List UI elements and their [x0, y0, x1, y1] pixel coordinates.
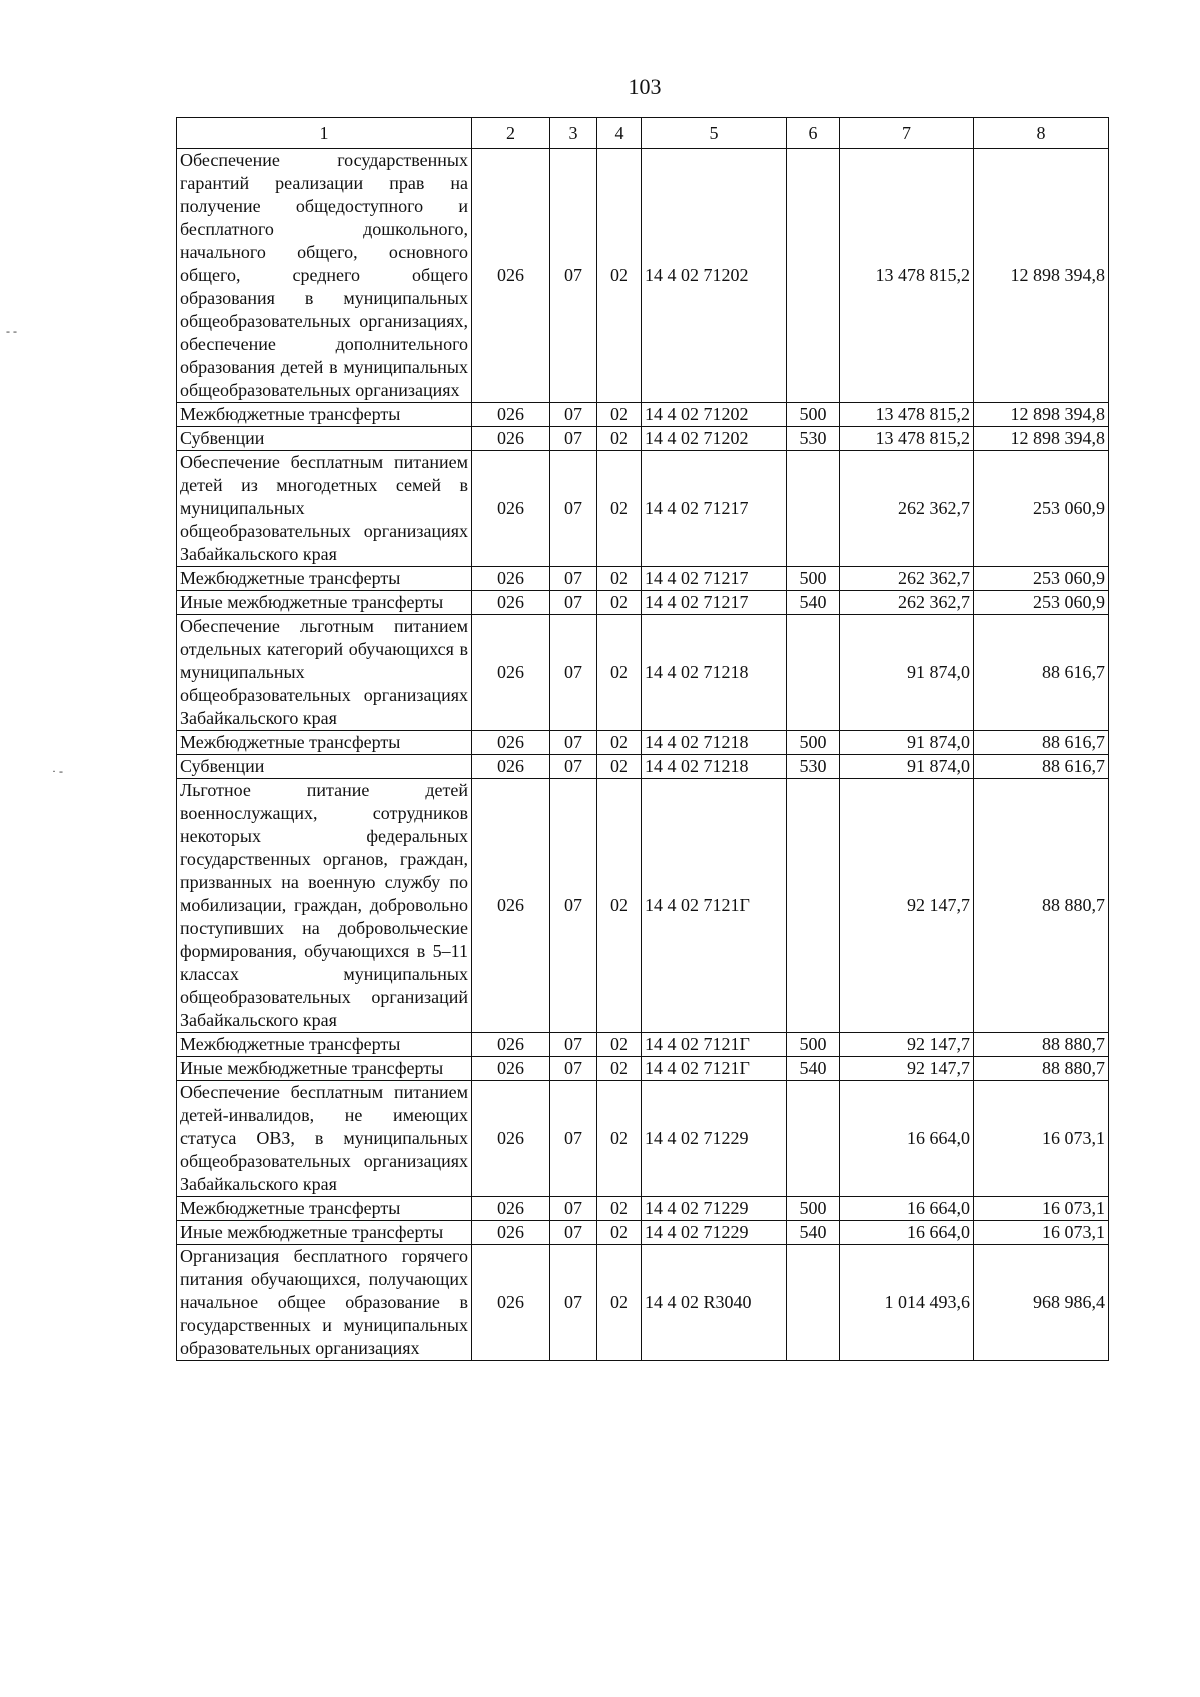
target-article-code: 14 4 02 R3040	[642, 1245, 787, 1361]
scan-artifact-mark: - -	[6, 324, 17, 338]
table-row	[177, 403, 1109, 427]
target-article-code: 14 4 02 7121Г	[642, 779, 787, 1033]
target-article-code: 14 4 02 7121Г	[642, 1057, 787, 1081]
row-description: Субвенции	[177, 755, 472, 779]
amount-year-2: 12 898 394,8	[974, 427, 1109, 451]
section-code: 07	[550, 1033, 597, 1057]
section-code: 07	[550, 427, 597, 451]
table-row	[177, 591, 1109, 615]
row-description: Льготное питание детей военнослужащих, сотрудников некоторых федеральных государственных органов, граждан, призванных на военную службу по мобилизации, граждан, добровольно поступивших на добровольческие формирования, обучающихся в 5–11 классах муниципальных общеобразовательных организаций Забайкальского края	[177, 779, 472, 1033]
target-article-code: 14 4 02 71229	[642, 1221, 787, 1245]
column-header: 1	[177, 118, 472, 149]
section-code: 07	[550, 591, 597, 615]
amount-year-1: 16 664,0	[840, 1081, 974, 1197]
row-description: Иные межбюджетные трансферты	[177, 1221, 472, 1245]
expense-type-code: 540	[787, 591, 840, 615]
subsection-code: 02	[597, 731, 642, 755]
table-row	[177, 731, 1109, 755]
section-code: 07	[550, 755, 597, 779]
target-article-code: 14 4 02 71202	[642, 427, 787, 451]
column-header: 2	[472, 118, 550, 149]
expense-type-code	[787, 779, 840, 1033]
ministry-code: 026	[472, 149, 550, 403]
expense-type-code	[787, 451, 840, 567]
amount-year-1: 1 014 493,6	[840, 1245, 974, 1361]
row-description: Иные межбюджетные трансферты	[177, 591, 472, 615]
table-row	[177, 1245, 1109, 1361]
amount-year-2: 16 073,1	[974, 1221, 1109, 1245]
table-header-row	[177, 118, 1109, 149]
row-description: Организация бесплатного горячего питания обучающихся, получающих начальное общее образование в государственных и муниципальных образовательных организациях	[177, 1245, 472, 1361]
expense-type-code: 500	[787, 567, 840, 591]
row-description: Межбюджетные трансферты	[177, 731, 472, 755]
amount-year-1: 91 874,0	[840, 615, 974, 731]
table-row	[177, 567, 1109, 591]
subsection-code: 02	[597, 149, 642, 403]
target-article-code: 14 4 02 71218	[642, 755, 787, 779]
amount-year-2: 12 898 394,8	[974, 149, 1109, 403]
target-article-code: 14 4 02 71217	[642, 567, 787, 591]
table-body	[177, 149, 1109, 1361]
amount-year-1: 262 362,7	[840, 451, 974, 567]
subsection-code: 02	[597, 567, 642, 591]
amount-year-2: 968 986,4	[974, 1245, 1109, 1361]
expense-type-code: 540	[787, 1221, 840, 1245]
amount-year-2: 253 060,9	[974, 591, 1109, 615]
column-header: 7	[840, 118, 974, 149]
expense-type-code	[787, 149, 840, 403]
table-row	[177, 427, 1109, 451]
expense-type-code	[787, 1081, 840, 1197]
subsection-code: 02	[597, 591, 642, 615]
section-code: 07	[550, 1245, 597, 1361]
amount-year-1: 91 874,0	[840, 755, 974, 779]
target-article-code: 14 4 02 7121Г	[642, 1033, 787, 1057]
ministry-code: 026	[472, 567, 550, 591]
subsection-code: 02	[597, 755, 642, 779]
amount-year-1: 92 147,7	[840, 779, 974, 1033]
expense-type-code	[787, 615, 840, 731]
subsection-code: 02	[597, 451, 642, 567]
column-header: 4	[597, 118, 642, 149]
amount-year-2: 12 898 394,8	[974, 403, 1109, 427]
column-header: 8	[974, 118, 1109, 149]
ministry-code: 026	[472, 1057, 550, 1081]
ministry-code: 026	[472, 1245, 550, 1361]
table-row	[177, 755, 1109, 779]
subsection-code: 02	[597, 1057, 642, 1081]
section-code: 07	[550, 1197, 597, 1221]
expense-type-code: 500	[787, 403, 840, 427]
amount-year-1: 92 147,7	[840, 1033, 974, 1057]
table-row	[177, 1221, 1109, 1245]
expense-type-code: 530	[787, 427, 840, 451]
ministry-code: 026	[472, 615, 550, 731]
section-code: 07	[550, 567, 597, 591]
ministry-code: 026	[472, 427, 550, 451]
amount-year-1: 92 147,7	[840, 1057, 974, 1081]
ministry-code: 026	[472, 779, 550, 1033]
target-article-code: 14 4 02 71218	[642, 731, 787, 755]
expense-type-code: 540	[787, 1057, 840, 1081]
amount-year-2: 253 060,9	[974, 567, 1109, 591]
expense-type-code: 500	[787, 731, 840, 755]
expense-type-code	[787, 1245, 840, 1361]
table-row	[177, 1033, 1109, 1057]
section-code: 07	[550, 1221, 597, 1245]
row-description: Межбюджетные трансферты	[177, 567, 472, 591]
row-description: Обеспечение государственных гарантий реализации прав на получение общедоступного и бесплатного дошкольного, начального общего, основного общего, среднего общего образования в муниципальных общеобразовательных организациях, обеспечение дополнительного образования детей в муниципальных общеобразовательных организациях	[177, 149, 472, 403]
subsection-code: 02	[597, 1245, 642, 1361]
amount-year-2: 16 073,1	[974, 1081, 1109, 1197]
row-description: Иные межбюджетные трансферты	[177, 1057, 472, 1081]
row-description: Межбюджетные трансферты	[177, 1033, 472, 1057]
amount-year-2: 253 060,9	[974, 451, 1109, 567]
subsection-code: 02	[597, 1033, 642, 1057]
amount-year-1: 13 478 815,2	[840, 427, 974, 451]
section-code: 07	[550, 149, 597, 403]
section-code: 07	[550, 451, 597, 567]
table-row	[177, 1197, 1109, 1221]
expense-type-code: 530	[787, 755, 840, 779]
expense-type-code: 500	[787, 1197, 840, 1221]
row-description: Субвенции	[177, 427, 472, 451]
scan-artifact-mark: · -	[52, 764, 63, 778]
amount-year-2: 88 616,7	[974, 755, 1109, 779]
amount-year-2: 16 073,1	[974, 1197, 1109, 1221]
amount-year-1: 16 664,0	[840, 1197, 974, 1221]
amount-year-1: 262 362,7	[840, 567, 974, 591]
subsection-code: 02	[597, 427, 642, 451]
ministry-code: 026	[472, 1221, 550, 1245]
table-row	[177, 149, 1109, 403]
column-header: 5	[642, 118, 787, 149]
target-article-code: 14 4 02 71202	[642, 403, 787, 427]
ministry-code: 026	[472, 1033, 550, 1057]
section-code: 07	[550, 779, 597, 1033]
subsection-code: 02	[597, 779, 642, 1033]
page-number: 103	[628, 74, 662, 99]
section-code: 07	[550, 1081, 597, 1197]
column-header: 3	[550, 118, 597, 149]
target-article-code: 14 4 02 71229	[642, 1081, 787, 1197]
target-article-code: 14 4 02 71217	[642, 451, 787, 567]
ministry-code: 026	[472, 1197, 550, 1221]
expense-type-code: 500	[787, 1033, 840, 1057]
section-code: 07	[550, 1057, 597, 1081]
subsection-code: 02	[597, 1081, 642, 1197]
table-row	[177, 615, 1109, 731]
column-header: 6	[787, 118, 840, 149]
section-code: 07	[550, 403, 597, 427]
ministry-code: 026	[472, 451, 550, 567]
amount-year-2: 88 616,7	[974, 615, 1109, 731]
subsection-code: 02	[597, 1197, 642, 1221]
amount-year-2: 88 880,7	[974, 1057, 1109, 1081]
ministry-code: 026	[472, 755, 550, 779]
ministry-code: 026	[472, 591, 550, 615]
section-code: 07	[550, 615, 597, 731]
section-code: 07	[550, 731, 597, 755]
ministry-code: 026	[472, 403, 550, 427]
row-description: Обеспечение бесплатным питанием детей-инвалидов, не имеющих статуса ОВЗ, в муниципальных общеобразовательных организациях Забайкальского края	[177, 1081, 472, 1197]
subsection-code: 02	[597, 1221, 642, 1245]
row-description: Межбюджетные трансферты	[177, 403, 472, 427]
amount-year-1: 16 664,0	[840, 1221, 974, 1245]
amount-year-2: 88 616,7	[974, 731, 1109, 755]
row-description: Обеспечение бесплатным питанием детей из многодетных семей в муниципальных общеобразовательных организациях Забайкальского края	[177, 451, 472, 567]
subsection-code: 02	[597, 403, 642, 427]
target-article-code: 14 4 02 71218	[642, 615, 787, 731]
target-article-code: 14 4 02 71202	[642, 149, 787, 403]
table-row	[177, 451, 1109, 567]
subsection-code: 02	[597, 615, 642, 731]
ministry-code: 026	[472, 1081, 550, 1197]
amount-year-1: 13 478 815,2	[840, 149, 974, 403]
table-row	[177, 1057, 1109, 1081]
table-row	[177, 779, 1109, 1033]
table-row	[177, 1081, 1109, 1197]
amount-year-2: 88 880,7	[974, 779, 1109, 1033]
amount-year-2: 88 880,7	[974, 1033, 1109, 1057]
budget-table	[176, 117, 1109, 1361]
row-description: Обеспечение льготным питанием отдельных категорий обучающихся в муниципальных общеобразовательных организациях Забайкальского края	[177, 615, 472, 731]
amount-year-1: 13 478 815,2	[840, 403, 974, 427]
amount-year-1: 262 362,7	[840, 591, 974, 615]
row-description: Межбюджетные трансферты	[177, 1197, 472, 1221]
amount-year-1: 91 874,0	[840, 731, 974, 755]
target-article-code: 14 4 02 71229	[642, 1197, 787, 1221]
target-article-code: 14 4 02 71217	[642, 591, 787, 615]
ministry-code: 026	[472, 731, 550, 755]
